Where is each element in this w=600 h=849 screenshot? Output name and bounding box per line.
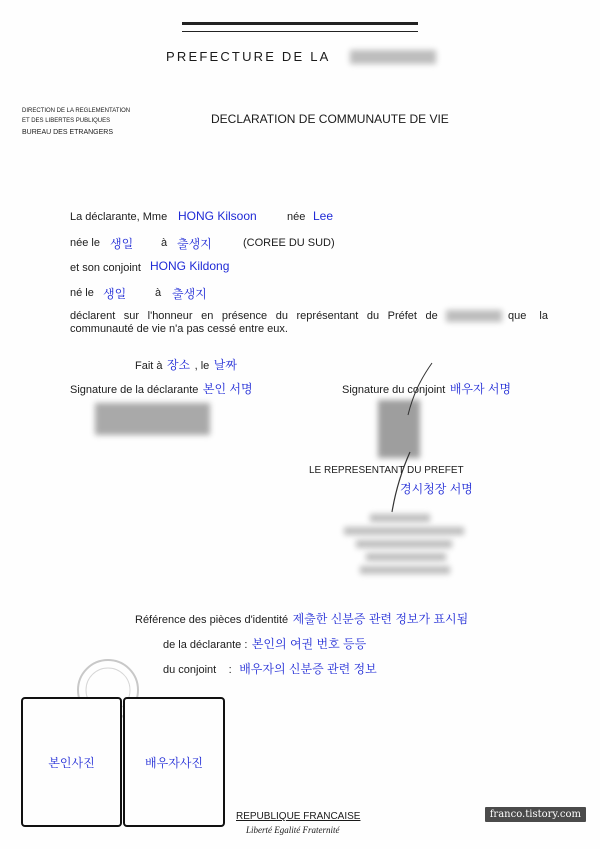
statement-line2: communauté de vie n'a pas cessé entre eux. — [70, 323, 288, 335]
declarant-photo-label: 본인사진 — [48, 755, 95, 770]
republic-francaise: REPUBLIQUE FRANCAISE — [236, 811, 361, 822]
reference-declarant-note: 본인의 여권 번호 등등 — [251, 637, 367, 651]
dept-line-1: DIRECTION DE LA REGLEMENTATION — [22, 108, 131, 114]
representative-label: LE REPRESENTANT DU PREFET — [309, 465, 464, 476]
spouse-photo-label: 배우자사진 — [145, 755, 203, 770]
declarant-birth-date: 생일 — [110, 237, 134, 251]
fait-place: 장소 — [166, 358, 191, 372]
dept-line-2: ET DES LIBERTES PUBLIQUES — [22, 118, 111, 124]
reference-label: Référence des pièces d'identité — [135, 614, 289, 626]
reference-spouse-label: du conjoint — [163, 664, 217, 676]
declarant-born-label: née le — [70, 237, 100, 249]
spouse-signature-label: Signature du conjoint — [342, 384, 446, 396]
declarant-a-label: à — [161, 237, 168, 249]
declarant-signature-note: 본인 서명 — [202, 382, 253, 396]
spouse-signature-note: 배우자 서명 — [449, 382, 512, 396]
statement-part2: que la — [508, 310, 548, 322]
republic-motto: Liberté Egalité Fraternité — [246, 825, 340, 835]
declarant-birth-place: 출생지 — [177, 237, 212, 251]
nee-name: Lee — [313, 209, 334, 223]
spouse-birth-place: 출생지 — [172, 287, 207, 301]
dept-line-3: BUREAU DES ETRANGERS — [22, 129, 114, 136]
reference-note: 제출한 신분증 관련 정보가 표시됨 — [292, 612, 469, 626]
declarant-country: (COREE DU SUD) — [243, 237, 335, 249]
document-title: DECLARATION DE COMMUNAUTE DE VIE — [211, 112, 449, 126]
spouse-birth-date: 생일 — [103, 287, 127, 301]
reference-declarant-label: de la déclarante : — [163, 639, 248, 651]
fait-date: 날짜 — [213, 358, 237, 372]
spouse-a-label: à — [155, 287, 162, 299]
statement-part1: déclarent sur l'honneur en présence du représentant du Préfet de — [70, 310, 438, 322]
reference-spouse-note: 배우자의 신분증 관련 정보 — [239, 662, 377, 676]
spouse-born-label: né le — [70, 287, 94, 299]
declarant-signature-label: Signature de la déclarante — [70, 384, 199, 396]
watermark-badge: franco.tistory.com — [485, 807, 586, 822]
spouse-photo-frame — [123, 697, 225, 827]
spouse-name: HONG Kildong — [150, 259, 230, 273]
reference-spouse-colon: : — [228, 664, 232, 676]
prefecture-text: PREFECTURE DE LA — [166, 49, 331, 64]
spouse-label: et son conjoint — [70, 262, 141, 274]
declarant-name: HONG Kilsoon — [178, 209, 257, 223]
declarant-label: La déclarante, Mme — [70, 211, 168, 223]
declarant-photo-frame — [21, 697, 122, 827]
nee-label: née — [287, 211, 306, 223]
representative-note: 경시청장 서명 — [400, 482, 473, 496]
fait-comma-le: , le — [194, 360, 210, 372]
fait-label: Fait à — [135, 360, 163, 372]
